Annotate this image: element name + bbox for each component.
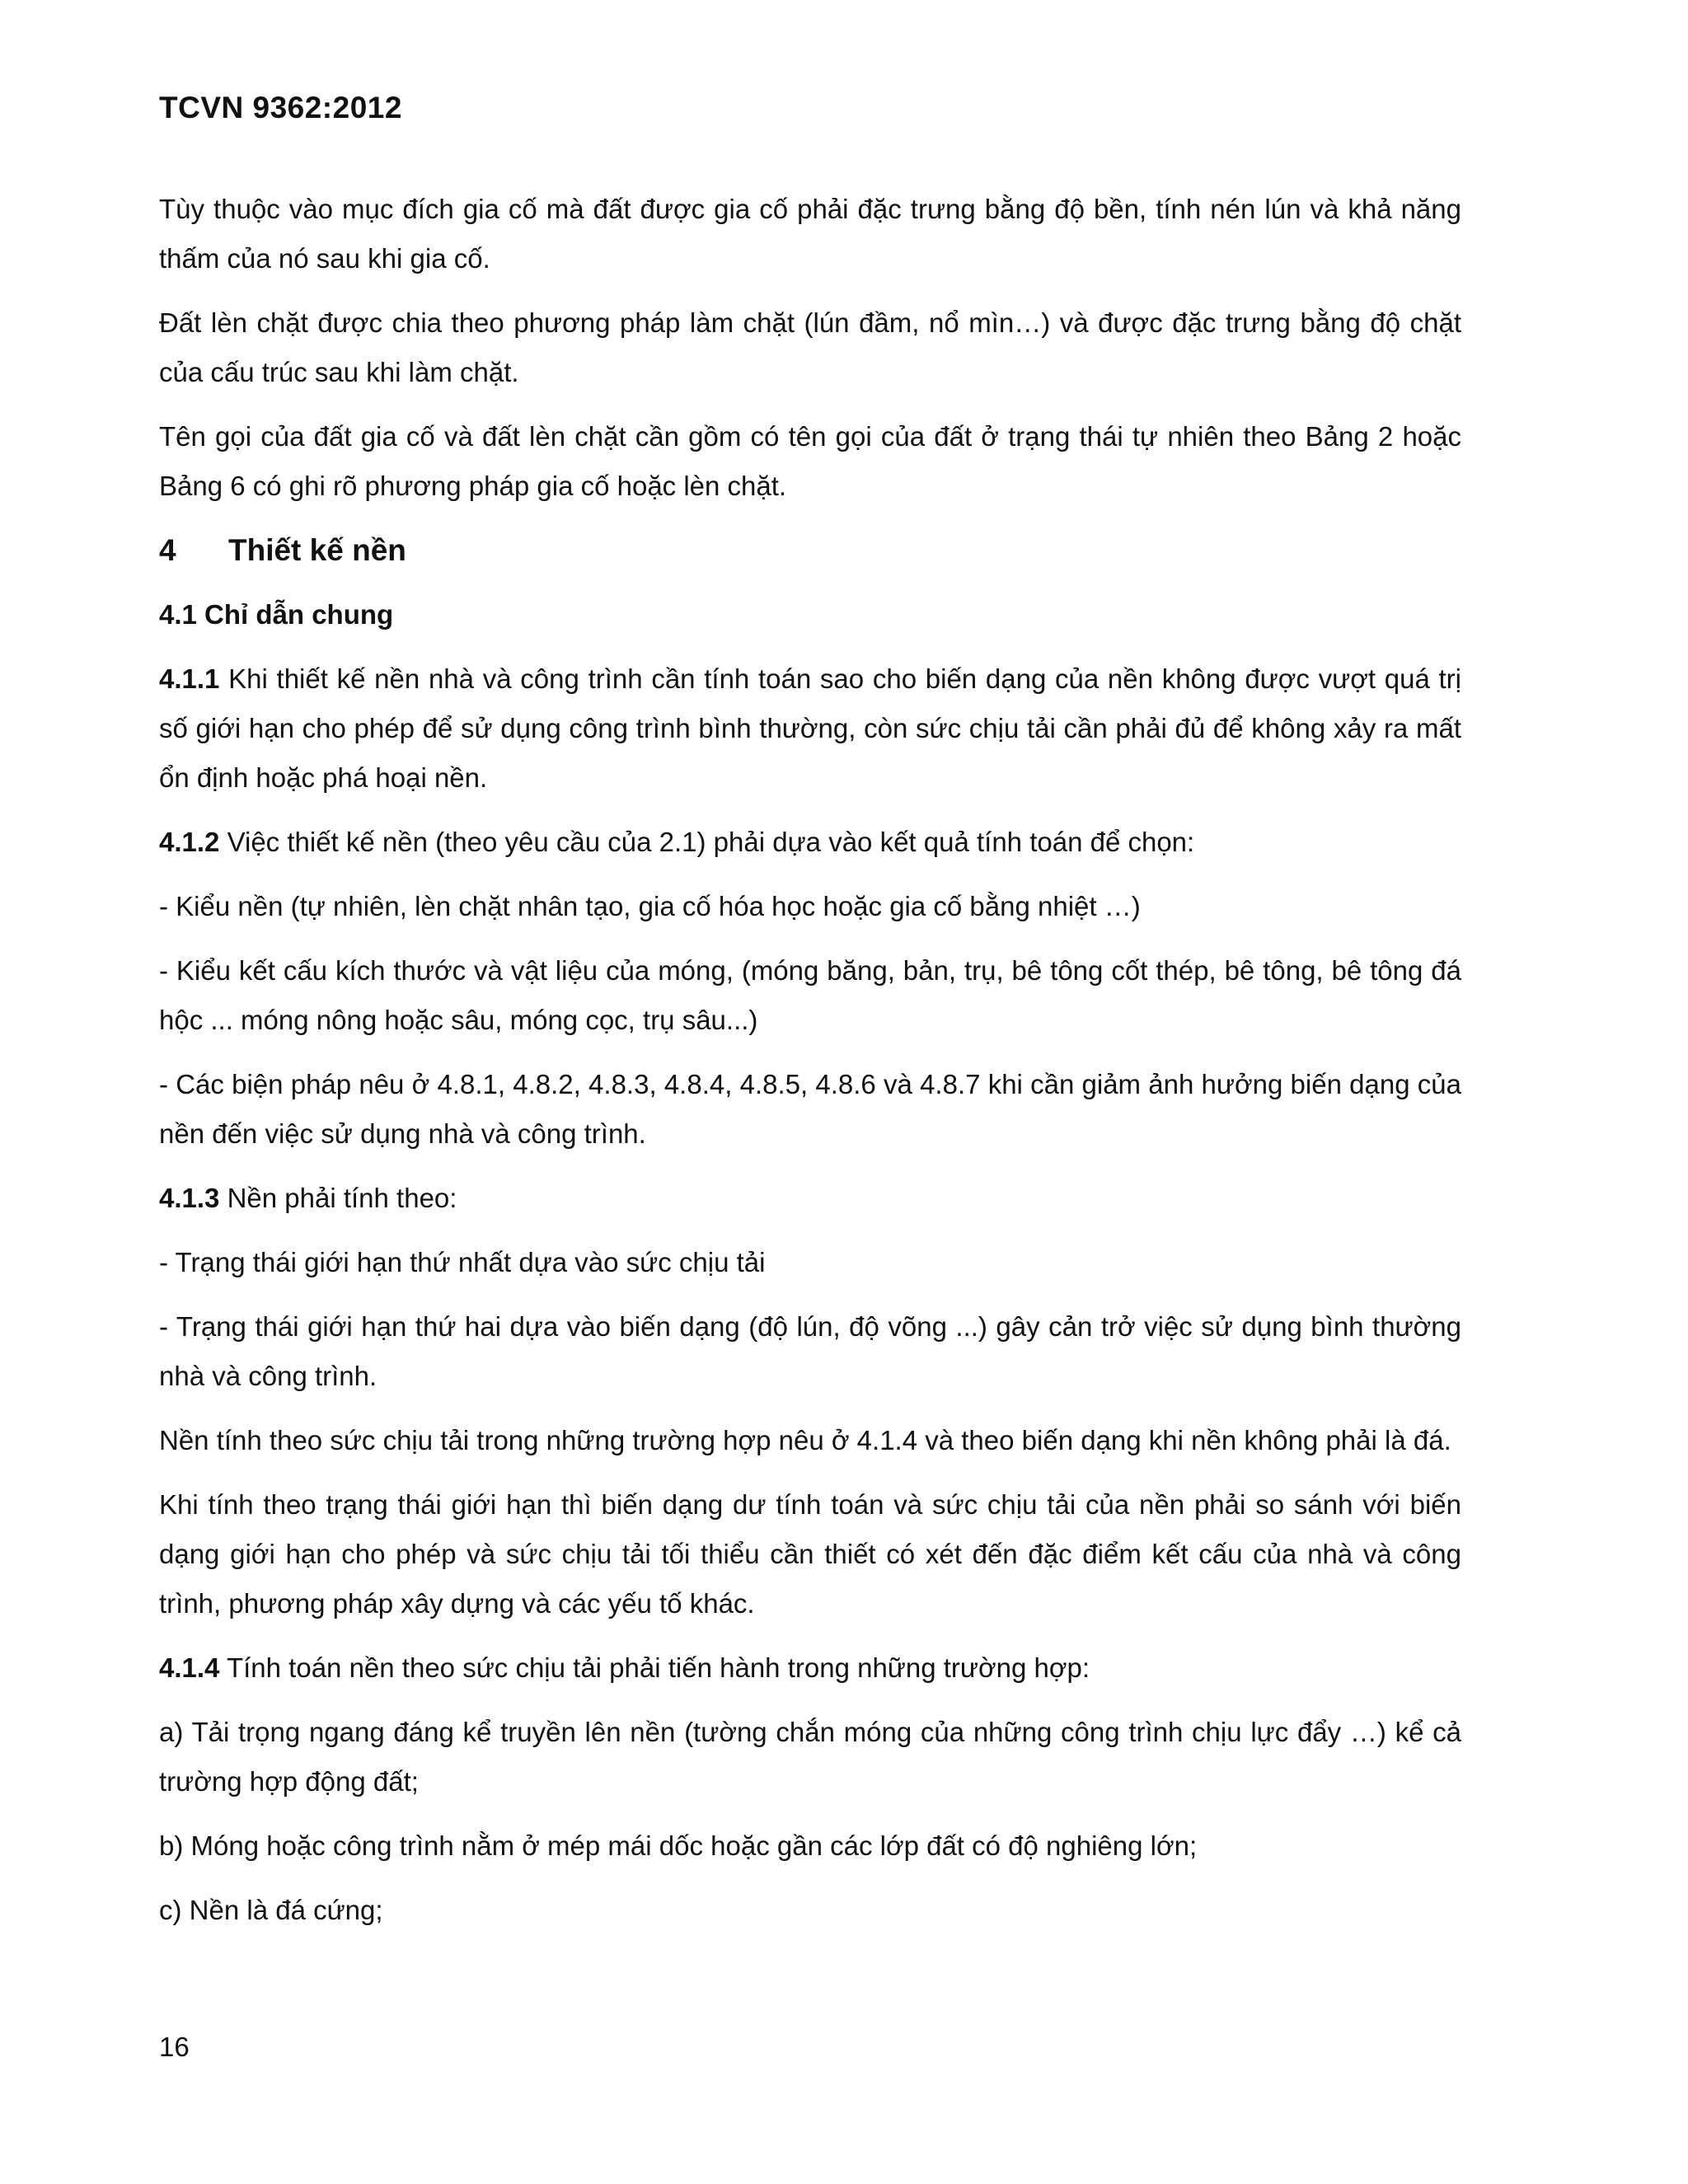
page-content <box>159 185 1461 1950</box>
paragraph: Đất lèn chặt được chia theo phương pháp làm chặt (lún đầm, nổ mìn…) và được đặc trưng bằng độ chặt của cấu trúc sau khi làm chặt. <box>159 307 1461 387</box>
clause-number: 4.1.1 <box>159 663 220 694</box>
clause-text: Khi thiết kế nền nhà và công trình cần tính toán sao cho biến dạng của nền không được vượt quá trị số giới hạn cho phép để sử dụng công trình bình thường, còn sức chịu tải cần phải đủ để không xảy ra mất ổn định hoặc phá hoại nền. <box>159 663 1461 793</box>
paragraph: Tùy thuộc vào mục đích gia cố mà đất được gia cố phải đặc trưng bằng độ bền, tính nén lún và khả năng thấm của nó sau khi gia cố. <box>159 194 1461 274</box>
list-item: - Trạng thái giới hạn thứ hai dựa vào biến dạng (độ lún, độ võng ...) gây cản trở việc sử dụng bình thường nhà và công trình. <box>159 1311 1461 1391</box>
clause-number: 4.1.2 <box>159 827 220 857</box>
section-heading <box>159 526 1461 575</box>
list-item: b) Móng hoặc công trình nằm ở mép mái dốc hoặc gần các lớp đất có độ nghiêng lớn; <box>159 1830 1198 1861</box>
list-item: c) Nền là đá cứng; <box>159 1895 383 1925</box>
clause-number: 4.1.4 <box>159 1652 220 1683</box>
paragraph: Khi tính theo trạng thái giới hạn thì biến dạng dư tính toán và sức chịu tải của nền phải so sánh với biến dạng giới hạn cho phép và sức chịu tải tối thiểu cần thiết có xét đến đặc điểm kết cấu của nhà và công trình, phương pháp xây dựng và các yếu tố khác. <box>159 1489 1461 1619</box>
clause-4-1-2 <box>159 818 1461 867</box>
list-item: - Kiểu nền (tự nhiên, lèn chặt nhân tạo, gia cố hóa học hoặc gia cố bằng nhiệt …) <box>159 891 1141 921</box>
clause-4-1-3 <box>159 1174 1461 1223</box>
clause-text: Việc thiết kế nền (theo yêu cầu của 2.1) phải dựa vào kết quả tính toán để chọn: <box>219 827 1195 857</box>
list-item: a) Tải trọng ngang đáng kể truyền lên nền (tường chắn móng của những công trình chịu lực đẩy …) kể cả trường hợp động đất; <box>159 1717 1461 1797</box>
standard-code-header: TCVN 9362:2012 <box>159 91 402 124</box>
section-title: Thiết kế nền <box>228 533 406 567</box>
clause-text: Nền phải tính theo: <box>219 1183 457 1213</box>
list-item: - Kiểu kết cấu kích thước và vật liệu của móng, (móng băng, bản, trụ, bê tông cốt thép, bê tông, bê tông đá hộc ... móng nông hoặc sâu, móng cọc, trụ sâu...) <box>159 955 1461 1035</box>
paragraph: Nền tính theo sức chịu tải trong những trường hợp nêu ở 4.1.4 và theo biến dạng khi nền không phải là đá. <box>159 1425 1451 1455</box>
clause-text: Tính toán nền theo sức chịu tải phải tiến hành trong những trường hợp: <box>219 1652 1090 1683</box>
clause-number: 4.1.3 <box>159 1183 220 1213</box>
paragraph: Tên gọi của đất gia cố và đất lèn chặt cần gồm có tên gọi của đất ở trạng thái tự nhiên theo Bảng 2 hoặc Bảng 6 có ghi rõ phương pháp gia cố hoặc lèn chặt. <box>159 421 1461 501</box>
clause-4-1-4 <box>159 1643 1461 1693</box>
page-number: 16 <box>159 2032 190 2062</box>
clause-4-1-1 <box>159 654 1461 803</box>
list-item: - Các biện pháp nêu ở 4.8.1, 4.8.2, 4.8.3, 4.8.4, 4.8.5, 4.8.6 và 4.8.7 khi cần giảm ảnh hưởng biến dạng của nền đến việc sử dụng nhà và công trình. <box>159 1069 1461 1149</box>
list-item: - Trạng thái giới hạn thứ nhất dựa vào sức chịu tải <box>159 1247 766 1277</box>
subsection-heading: 4.1 Chỉ dẫn chung <box>159 599 394 630</box>
section-number: 4 <box>159 533 176 567</box>
